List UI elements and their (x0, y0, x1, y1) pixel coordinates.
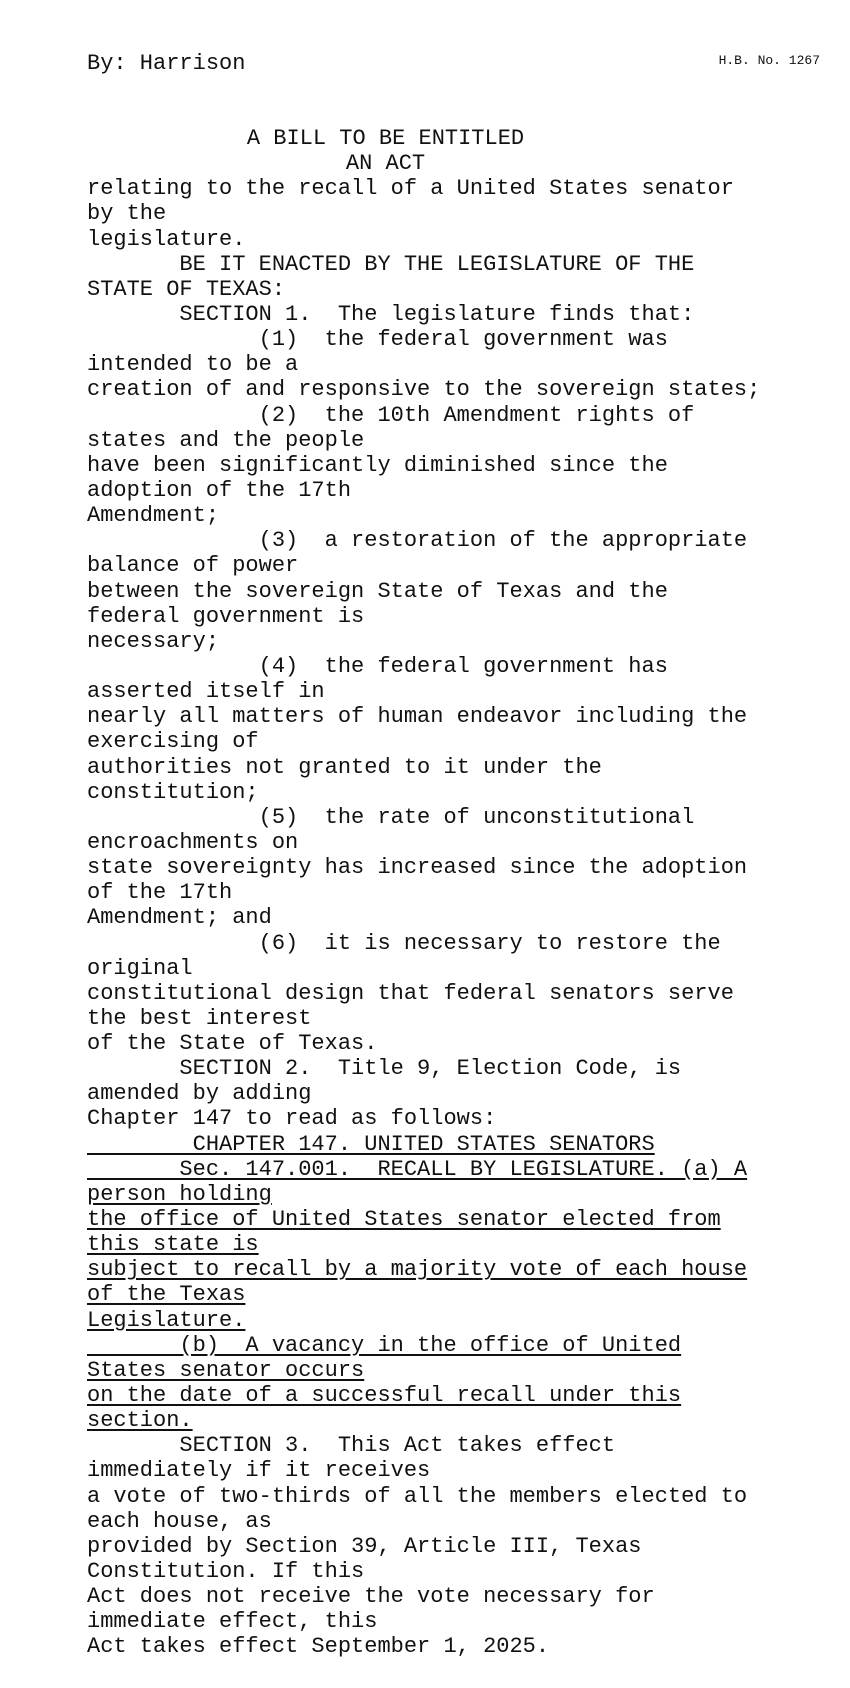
section-3-text: immediate effect, this (87, 1609, 378, 1635)
finding-6: of the State of Texas. (87, 1031, 378, 1057)
enacting-clause: STATE OF TEXAS: (87, 276, 286, 302)
finding-6: constitutional design that federal senators serve (87, 980, 734, 1006)
finding-6: (6) it is necessary to restore the (87, 930, 721, 956)
subsection-a: Legislature. (87, 1307, 246, 1333)
caption-line: legislature. (87, 226, 246, 252)
bill-title: A BILL TO BE ENTITLED (246, 126, 525, 151)
subsection-b: section. (87, 1408, 193, 1434)
finding-5: encroachments on (87, 829, 299, 855)
finding-5: of the 17th (87, 880, 233, 906)
finding-2: adoption of the 17th (87, 477, 352, 503)
finding-5: Amendment; and (87, 905, 272, 931)
section-3-text: provided by Section 39, Article III, Texas (87, 1533, 642, 1559)
finding-4: constitution; (87, 779, 259, 805)
finding-3: (3) a restoration of the appropriate (87, 528, 748, 554)
finding-5: state sovereignty has increased since the adoption (87, 855, 748, 881)
finding-1: intended to be a (87, 352, 299, 378)
subsection-a: person holding (87, 1181, 272, 1207)
section-2-heading: SECTION 2. Title 9, Election Code, is (87, 1056, 682, 1082)
section-3-text: immediately if it receives (87, 1458, 431, 1484)
finding-2: states and the people (87, 427, 365, 453)
section-147-001-heading: Sec. 147.001. RECALL BY LEGISLATURE. (a) A (87, 1156, 748, 1182)
finding-1: creation of and responsive to the sovereign states; (87, 377, 761, 403)
finding-2: (2) the 10th Amendment rights of (87, 402, 695, 428)
subsection-a: this state is (87, 1232, 259, 1258)
finding-3: federal government is (87, 603, 365, 629)
subsection-b: States senator occurs (87, 1357, 365, 1383)
finding-4: authorities not granted to it under the (87, 754, 602, 780)
section-3-text: each house, as (87, 1508, 272, 1534)
finding-4: exercising of (87, 729, 259, 755)
finding-6: the best interest (87, 1005, 312, 1031)
subsection-a: of the Texas (87, 1282, 246, 1308)
enacting-clause: BE IT ENACTED BY THE LEGISLATURE OF THE (87, 251, 695, 277)
finding-4: nearly all matters of human endeavor including the (87, 704, 748, 730)
chapter-heading: CHAPTER 147. UNITED STATES SENATORS (87, 1131, 655, 1157)
finding-6: original (87, 955, 193, 981)
finding-2: Amendment; (87, 503, 220, 529)
finding-3: between the sovereign State of Texas and the (87, 578, 668, 604)
finding-4: (4) the federal government has (87, 653, 668, 679)
section-3-text: a vote of two-thirds of all the members elected to (87, 1483, 748, 1509)
subsection-a: the office of United States senator elected from (87, 1207, 721, 1233)
finding-1: (1) the federal government was (87, 327, 668, 353)
section-3-text: Constitution. If this (87, 1559, 365, 1585)
finding-3: balance of power (87, 553, 299, 579)
bill-author: By: Harrison (87, 51, 246, 76)
finding-5: (5) the rate of unconstitutional (87, 804, 695, 830)
section-1-heading: SECTION 1. The legislature finds that: (87, 301, 695, 327)
finding-3: necessary; (87, 628, 220, 654)
section-3-text: Act takes effect September 1, 2025. (87, 1634, 550, 1660)
finding-4: asserted itself in (87, 679, 325, 705)
section-2-text: Chapter 147 to read as follows: (87, 1106, 497, 1132)
bill-subtitle: AN ACT (345, 151, 426, 177)
caption-line: by the (87, 201, 167, 227)
section-2-text: amended by adding (87, 1081, 312, 1107)
bill-body (87, 126, 827, 1660)
subsection-b: on the date of a successful recall under this (87, 1383, 682, 1409)
subsection-a: subject to recall by a majority vote of each house (87, 1257, 748, 1283)
bill-number: H.B. No. 1267 (718, 53, 820, 68)
finding-2: have been significantly diminished since the (87, 452, 668, 478)
caption-line: relating to the recall of a United States senator (87, 176, 734, 202)
section-3-heading: SECTION 3. This Act takes effect (87, 1433, 616, 1459)
section-3-text: Act does not receive the vote necessary for (87, 1584, 655, 1610)
subsection-b: (b) A vacancy in the office of United (87, 1332, 682, 1358)
